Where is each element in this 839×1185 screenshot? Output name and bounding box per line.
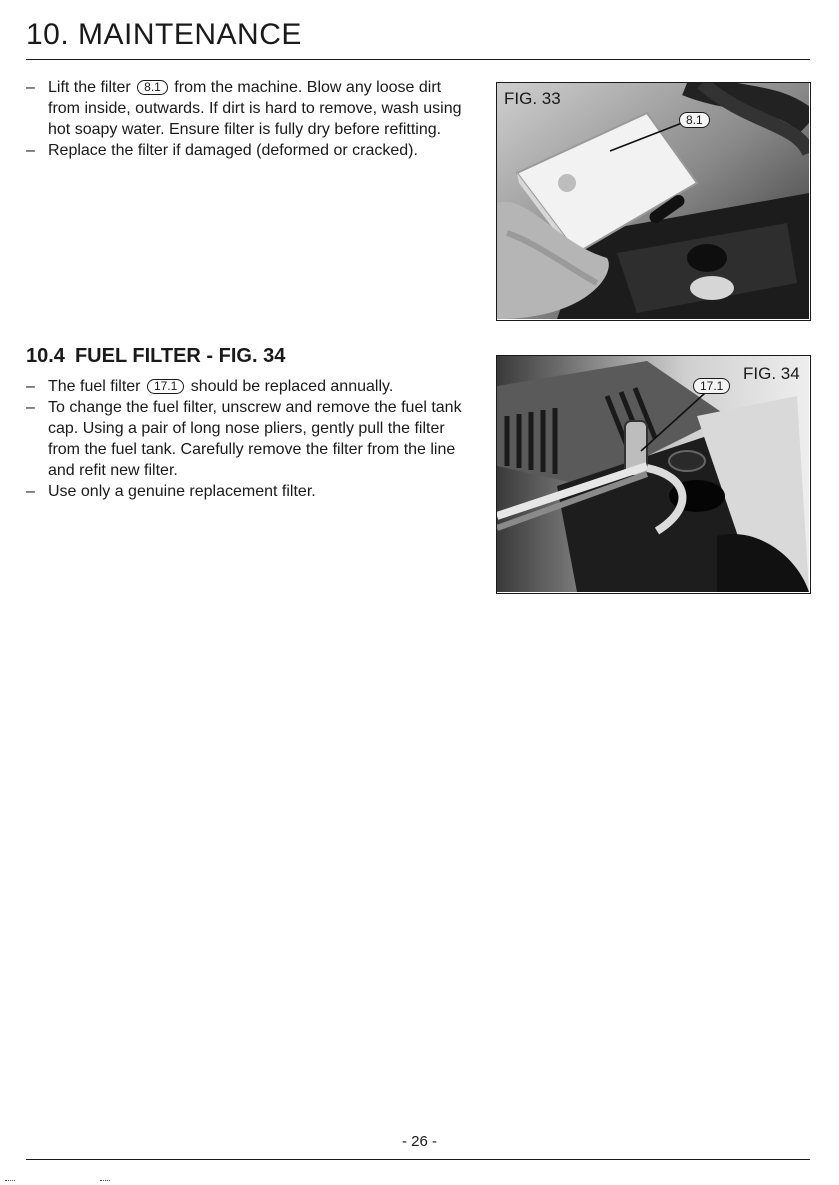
- list-item: [26, 376, 466, 397]
- bullet-text: Use only a genuine replacement filter.: [48, 483, 316, 500]
- list-item: [26, 481, 466, 502]
- page-number: - 26 -: [401, 1133, 437, 1150]
- section-title: FUEL FILTER - FIG. 34: [74, 345, 286, 367]
- air-filter-photo: [497, 83, 809, 319]
- callout-badge: 8.1: [679, 112, 710, 128]
- figure-33: [496, 82, 811, 321]
- section-heading: [26, 345, 285, 368]
- callout-badge: 17.1: [147, 379, 184, 394]
- bullet-dash: –: [26, 483, 35, 500]
- bullet-dash: –: [26, 399, 35, 416]
- fuel-filter-instructions: [26, 376, 466, 502]
- figure-34: [496, 355, 811, 594]
- bullet-text: should be replaced annually.: [190, 378, 394, 395]
- title-divider: [26, 59, 810, 60]
- bullet-text: Replace the filter if damaged (deformed or cracked).: [48, 142, 418, 159]
- footer-mark: [5, 1180, 15, 1181]
- callout-badge: 17.1: [693, 378, 730, 394]
- list-item: [26, 397, 466, 481]
- list-item: [26, 77, 466, 140]
- bullet-dash: –: [26, 378, 35, 395]
- bullet-text: from the machine. Blow any loose dirt from inside, outwards. If dirt is hard to remove, wash using hot soapy water. Ensure filter is fully dry before refitting.: [48, 79, 462, 138]
- bullet-text: To change the fuel filter, unscrew and remove the fuel tank cap. Using a pair of long nose pliers, gently pull the filter from the fuel tank. Carefully remove the filter from the line and refit new filter.: [48, 399, 462, 479]
- page-title: 10. MAINTENANCE: [26, 18, 302, 51]
- list-item: [26, 140, 466, 161]
- bullet-dash: –: [26, 79, 35, 96]
- bullet-text: The fuel filter: [48, 378, 141, 395]
- bullet-text: Lift the filter: [48, 79, 131, 96]
- section-number: 10.4: [26, 345, 65, 367]
- callout-badge: 8.1: [137, 80, 168, 95]
- air-filter-instructions: [26, 77, 466, 161]
- bullet-dash: –: [26, 142, 35, 159]
- footer-mark: [100, 1180, 110, 1181]
- figure-label: FIG. 34: [743, 364, 800, 383]
- fuel-filter-photo: [497, 356, 809, 592]
- footer-divider: [26, 1159, 810, 1160]
- figure-label: FIG. 33: [504, 89, 561, 108]
